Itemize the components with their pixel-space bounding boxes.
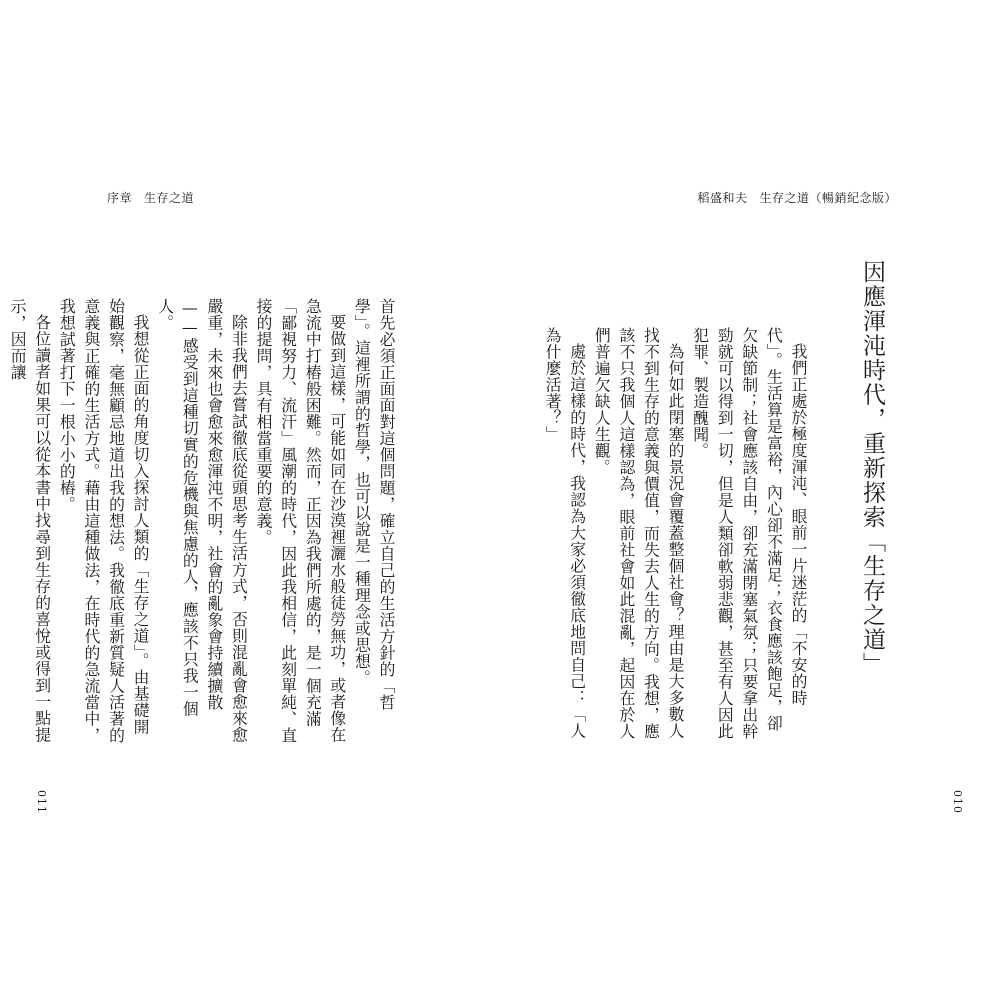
- left-header-chapter: 序章: [107, 191, 133, 205]
- right-paragraph: 為何如此閉塞的景況會覆蓋整個社會？理由是大多數人找不到生存的意義與價值，而失去人生的方向。我想，應該不只我個人這樣認為，眼前社會如此混亂，起因在於人們普遍欠缺人生觀。: [592, 327, 686, 740]
- left-continued-paragraph: 首先必須正面面對這個問題，確立自己的生活方針的「哲學」。這裡所謂的哲學，也可以說是一種理念或思想。: [352, 298, 396, 711]
- right-page-number: 010: [951, 790, 964, 814]
- left-paragraph: 我想從正面的角度切入探討人類的「生存之道」。由基礎開始觀察，毫無顧忌地道出我的想法。我徹底重新質疑人活著的意義與正確的生活方式。藉由這種做法，在時代的急流當中，我想試著打下一根小小的樁。: [57, 298, 151, 744]
- right-running-header: [697, 191, 897, 205]
- right-page-body: [543, 327, 810, 747]
- section-title: 因應渾沌時代，重新探索「生存之道」: [859, 260, 885, 677]
- left-paragraph: 除非我們去嘗試徹底從頭思考生活方式，否則混亂會愈來愈嚴重，未來也會愈來愈渾沌不明，社會的亂象會持續擴散——感受到這種切實的危機與焦慮的人，應該不只我一個人。: [155, 298, 249, 743]
- right-header-author: 稻盛和夫: [697, 191, 748, 205]
- left-running-header: [107, 191, 194, 205]
- right-paragraph: 處於這樣的時代，我認為大家必須徹底地問自己：「人為什麼活著？」: [543, 327, 587, 739]
- left-header-title: 生存之道: [144, 191, 195, 205]
- right-paragraph: 我們正處於極度渾沌、眼前一片迷茫的「不安的時代」。生活算是富裕，內心卻不滿足；衣食應該飽足，卻欠缺節制；社會應該自由，卻充滿閉塞氣氛；只要拿出幹勁就可以得到一切，但是人類卻軟弱悲觀，甚至有人因此犯罪、製造醜聞。: [690, 327, 808, 740]
- right-header-title: 生存之道（暢銷紀念版）: [759, 191, 897, 205]
- left-paragraph: 要做到這樣，可能如同在沙漠裡灑水般徒勞無功，或者像在急流中打樁般困難。然而，正因為我們所處的，是一個充滿「鄙視努力、流汗」風潮的時代，因此我相信，此刻單純、直接的提問，具有相當重要的意義。: [254, 298, 347, 744]
- left-page-number: 011: [35, 790, 48, 814]
- left-paragraph: 各位讀者如果可以從本書中找尋到生存的喜悅或得到一點提示，因而讓: [8, 298, 52, 743]
- left-page-body: [8, 298, 398, 748]
